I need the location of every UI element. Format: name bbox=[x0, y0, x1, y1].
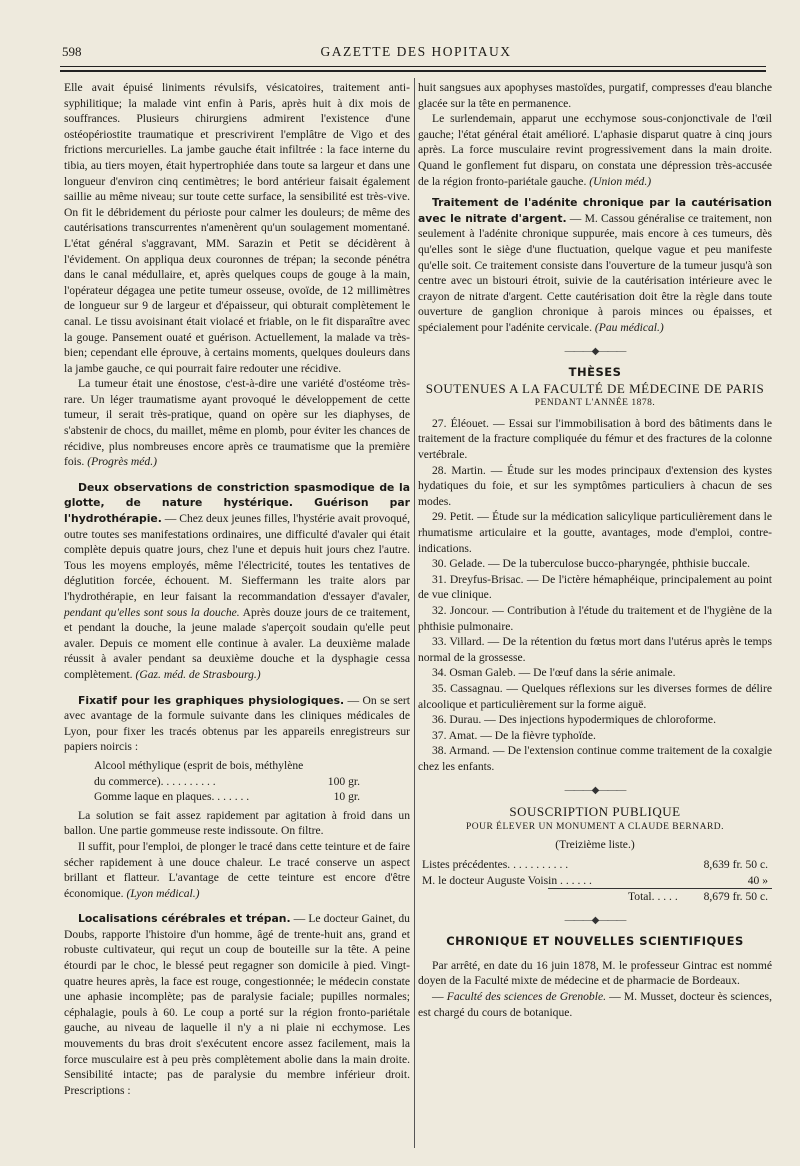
formula-line: Gomme laque en plaques. . . . . . . 10 gr. bbox=[94, 790, 360, 804]
formula bbox=[64, 758, 410, 805]
formula-line: du commerce). . . . . . . . . . 100 gr. bbox=[94, 774, 360, 788]
section-separator: ———◆——— bbox=[564, 914, 626, 926]
theses-list bbox=[418, 416, 772, 775]
chronique-title: CHRONIQUE ET NOUVELLES SCIENTIFIQUES bbox=[446, 934, 744, 949]
list-item: 28. Martin. — Étude sur les modes principaux d'extension des kystes hydatiques du foie, et sur les symptômes particuliers à chacun de ses modes. bbox=[418, 463, 772, 508]
page-number: 598 bbox=[62, 44, 82, 59]
list-item: 38. Armand. — De l'extension continue comme traitement de la coxalgie chez les enfants. bbox=[418, 744, 772, 773]
paragraph: Elle avait épuisé liniments révulsifs, vésicatoires, traitement anti-syphilitique; la malade vint enfin à Paris, après huit à dix mois de souffrances. Plusieurs chirurgiens admirent l'existence d'une ostéopériostite traumatique et prescrivirent l'emplâtre de Vigo et des frictions mercurielles. La jambe gauche était infiltrée : la face interne du tibia, au tiers moyen, était hypertrophiée dans toute sa largeur et dans une longueur d'environ cinq centimètres; le bord antérieur faisait également saillie au même niveau; sur toute cette surface, la sensibilité est très-vive. On fit le débridement du périoste pour calmer les douleurs; de même des cautérisations transcurrentes n'amenèrent qu'un soulagement momentané. L'état général s'aggravant, MM. Sarazin et Petit se décidèrent à l'évidement. On appliqua deux couronnes de trépan; la seconde pénétra dans le canal médullaire, et, après quelques coups de gouge à la main, l'opérateur dégagea une petite tumeur osseuse, ovoïde, de 12 millimètres de longueur sur 9 de largeur et d'épaisseur, qui obturait complètement le canal. Le tissu avoisinant était violacé et friable, on le fit disparaître avec la gouge. Pansement ouaté et guérison. Actuellement, la malade va très-bien; cependant elle éprouve, à certains moments, quelques douleurs dans la jambe gauche, ce qui pourrait faire redouter une récidive. bbox=[64, 81, 410, 375]
article-heading: Fixatif pour les graphiques physiologiques. bbox=[78, 693, 345, 707]
article-observations-glotte: Deux observations de constriction spasmodique de la glotte, de nature hystérique. Guérison par l'hydrothérapie. — Chez deux jeunes filles, l'hystérie avait provoqué, outre toutes ses manifestations ordinaires, une difficulté d'avaler qui était complète depuis quatre jours, chez l'une et depuis huit jours chez l'autre. Tous les moyens employés, même l'électricité, toutes les tentatives de déglutition forcée, échouent. M. Sieffermann les traite alors par l'hydrothérapie, en leur faisant la recommandation d'essayer d'avaler, pendant qu'elles sont sous la douche. Après douze jours de ce traitement, et pendant la douche, la jeune malade s'aperçoit soudain qu'elle peut avaler. Depuis ce moment elle continue à avaler. La deuxième malade réussit à avaler pendant sa deuxième douche et la dysphagie cessa complètement. (Gaz. méd. de Strasbourg.) bbox=[64, 480, 410, 681]
list-item: 37. Amat. — De la fièvre typhoïde. bbox=[432, 728, 596, 742]
paragraph: Le surlendemain, apparut une ecchymose sous-conjonctivale de l'œil gauche; l'état général était amélioré. L'aphasie disparut quatre à cinq jours après. La force musculaire revint progressivement dans la main droite. Quand le gonflement fut disparu, on constata une dépression très-accusée de la région fronto-pariétale gauche. (Union méd.) bbox=[418, 112, 772, 188]
page-header bbox=[56, 40, 776, 60]
source-citation: (Progrès méd.) bbox=[87, 455, 157, 469]
source-citation: (Pau médical.) bbox=[594, 320, 664, 334]
paragraph: La solution se fait assez rapidement par agitation à froid dans un ballon. Une partie gommeuse reste indissoute. On filtre. bbox=[64, 808, 410, 838]
list-item: 36. Durau. — Des injections hypodermiques de chloroforme. bbox=[432, 713, 716, 727]
section-separator: ———◆——— bbox=[564, 345, 626, 357]
list-item: 34. Osman Galeb. — De l'œuf dans la série animale. bbox=[432, 666, 676, 680]
list-item: 33. Villard. — De la rétention du fœtus mort dans l'utérus après le temps normal de la grossesse. bbox=[418, 635, 772, 664]
paragraph: — Faculté des sciences de Grenoble. — M. Musset, docteur ès sciences, est chargé du cours de botanique. bbox=[418, 990, 772, 1019]
subscription-list-label: (Treizième liste.) bbox=[555, 838, 635, 852]
header-rule bbox=[60, 66, 766, 67]
list-item: 29. Petit. — Étude sur la médication salicylique particulièrement dans le rhumatisme articulaire et la goutte, avantages, mode d'emploi, contre-indications. bbox=[418, 510, 772, 555]
source-citation: (Gaz. méd. de Strasbourg.) bbox=[135, 667, 261, 681]
subscription-table bbox=[418, 857, 772, 905]
article-fixatif: Fixatif pour les graphiques physiologiques. — On se sert avec avantage de la formule suivante dans les cliniques médicales de Lyon, pour fixer les tracés obtenus par les appareils enregistreurs sur papiers noircis : bbox=[64, 693, 410, 754]
source-citation: (Union méd.) bbox=[589, 174, 652, 188]
list-item: 27. Éléouet. — Essai sur l'immobilisation à bord des bâtiments dans le traitement de la fracture compliquée du fémur et des fractures de la colonne vertébrale. bbox=[418, 416, 772, 462]
list-item: 30. Gelade. — De la tuberculose bucco-pharyngée, phthisie buccale. bbox=[432, 557, 751, 571]
header-rule-thick bbox=[60, 70, 766, 72]
table-row: Listes précédentes. . . . . . . . . . . 8,639 fr. 50 c. bbox=[422, 857, 768, 871]
subscription-subtitle: POUR ÉLEVER UN MONUMENT A CLAUDE BERNARD. bbox=[465, 821, 725, 832]
article-heading: Traitement de l'adénite chronique par la cautérisation avec le nitrate d'argent. bbox=[418, 196, 772, 225]
paragraph: Par arrêté, en date du 16 juin 1878, M. le professeur Gintrac est nommé doyen de la Faculté mixte de médecine et de pharmacie de Bordeaux. bbox=[418, 958, 772, 988]
article-heading: Deux observations de constriction spasmodique de la glotte, de nature hystérique. Guérison par l'hydrothérapie. bbox=[64, 480, 410, 526]
section-separator: ———◆——— bbox=[564, 784, 626, 796]
list-item: 31. Dreyfus-Brisac. — De l'ictère hémaphéique, principalement au point de vue clinique. bbox=[418, 572, 772, 602]
theses-title: THÈSES bbox=[568, 365, 622, 380]
article-heading: Localisations cérébrales et trépan. bbox=[78, 912, 291, 926]
table-row: M. le docteur Auguste Voisin . . . . . . 40 » bbox=[422, 873, 768, 887]
article-adenite: Traitement de l'adénite chronique par la cautérisation avec le nitrate d'argent. — M. Cassou généralise ce traitement, non seulement à l'adénite chronique suppurée, mais encore à ces tumeurs, dès qu'elles sont le siège d'une fluctuation, quelque vague et peu manifeste qu'elle soit. Ce traitement consiste dans l'ouverture de la tumeur jusqu'à son centre avec un bistouri étroit, suivie de la cautérisation intérieure avec le crayon de nitrate d'argent. Cette cautérisation doit être la règle dans toute ouverture de ganglion chronique à parois minces ou épaisses, et spécialement pour l'adénite cervicale. (Pau médical.) bbox=[418, 196, 772, 334]
theses-year: PENDANT L'ANNÉE 1878. bbox=[534, 398, 656, 409]
source-citation: (Lyon médical.) bbox=[126, 886, 200, 900]
paragraph: Il suffit, pour l'emploi, de plonger le tracé dans cette teinture et de faire sécher rapidement à une douce chaleur. Le tracé conserve un aspect brillant et flatteur. L'avantage de cette teinture est encore d'être économique. (Lyon médical.) bbox=[64, 839, 410, 900]
column-divider bbox=[414, 78, 415, 1148]
formula-line: Alcool méthylique (esprit de bois, méthylène bbox=[94, 758, 304, 772]
paragraph: La tumeur était une énostose, c'est-à-dire une variété d'ostéome très-rare. Un léger traumatisme ayant provoqué le développement de cette tumeur, il serait très-pratique, quand on opère sur les diaphyses, de s'abstenir de chocs, du maillet, même en plomb, pour éviter les chances de récidive, plus nombreuses encore après ce traumatisme que la première fois. (Progrès méd.) bbox=[64, 377, 410, 469]
theses-subtitle: SOUTENUES A LA FACULTÉ DE MÉDECINE DE PARIS bbox=[425, 380, 765, 396]
running-head: GAZETTE DES HOPITAUX bbox=[320, 44, 512, 59]
right-column bbox=[418, 80, 772, 1020]
list-item: 32. Joncour. — Contribution à l'étude du traitement et de l'hygiène de la phthisie pulmonaire. bbox=[418, 604, 772, 633]
table-total-row: Total. . . . . 8,679 fr. 50 c. bbox=[548, 888, 772, 905]
article-localisations: Localisations cérébrales et trépan. — Le docteur Gainet, du Doubs, rapporte l'histoire d'un homme, âgé de trente-huit ans, grand et robuste cultivateur, qui reçut un coup de bouteille sur la tête. A peine étourdi par le choc, le blessé peut regagner son domicile à pied. Vingt-quatre heures après, la face est rouge, congestionnée; le médecin constate une aphasie incomplète; pas de paralysie faciale; pupilles normales; céphalagie, pouls à 60. Le coup a porté sur la région fronto-pariétale gauche, au niveau de laquelle il n'y a ni plaie ni ecchymose. Les mouvements du bras droit s'exécutent encore assez facilement, mais la force musculaire est à peu près complètement abolie dans la main droite. Sensibilité intacte; pas de paralysie du membre inférieur droit. Prescriptions : bbox=[64, 912, 410, 1097]
left-column bbox=[64, 80, 410, 1098]
paragraph: huit sangsues aux apophyses mastoïdes, purgatif, compresses d'eau blanche glacée sur la tête en permanence. bbox=[418, 81, 772, 110]
list-item: 35. Cassagnau. — Quelques réflexions sur les diverses formes de délire alcoolique et particulièrement sur la forme aiguë. bbox=[418, 681, 772, 711]
subscription-title: SOUSCRIPTION PUBLIQUE bbox=[509, 804, 681, 820]
